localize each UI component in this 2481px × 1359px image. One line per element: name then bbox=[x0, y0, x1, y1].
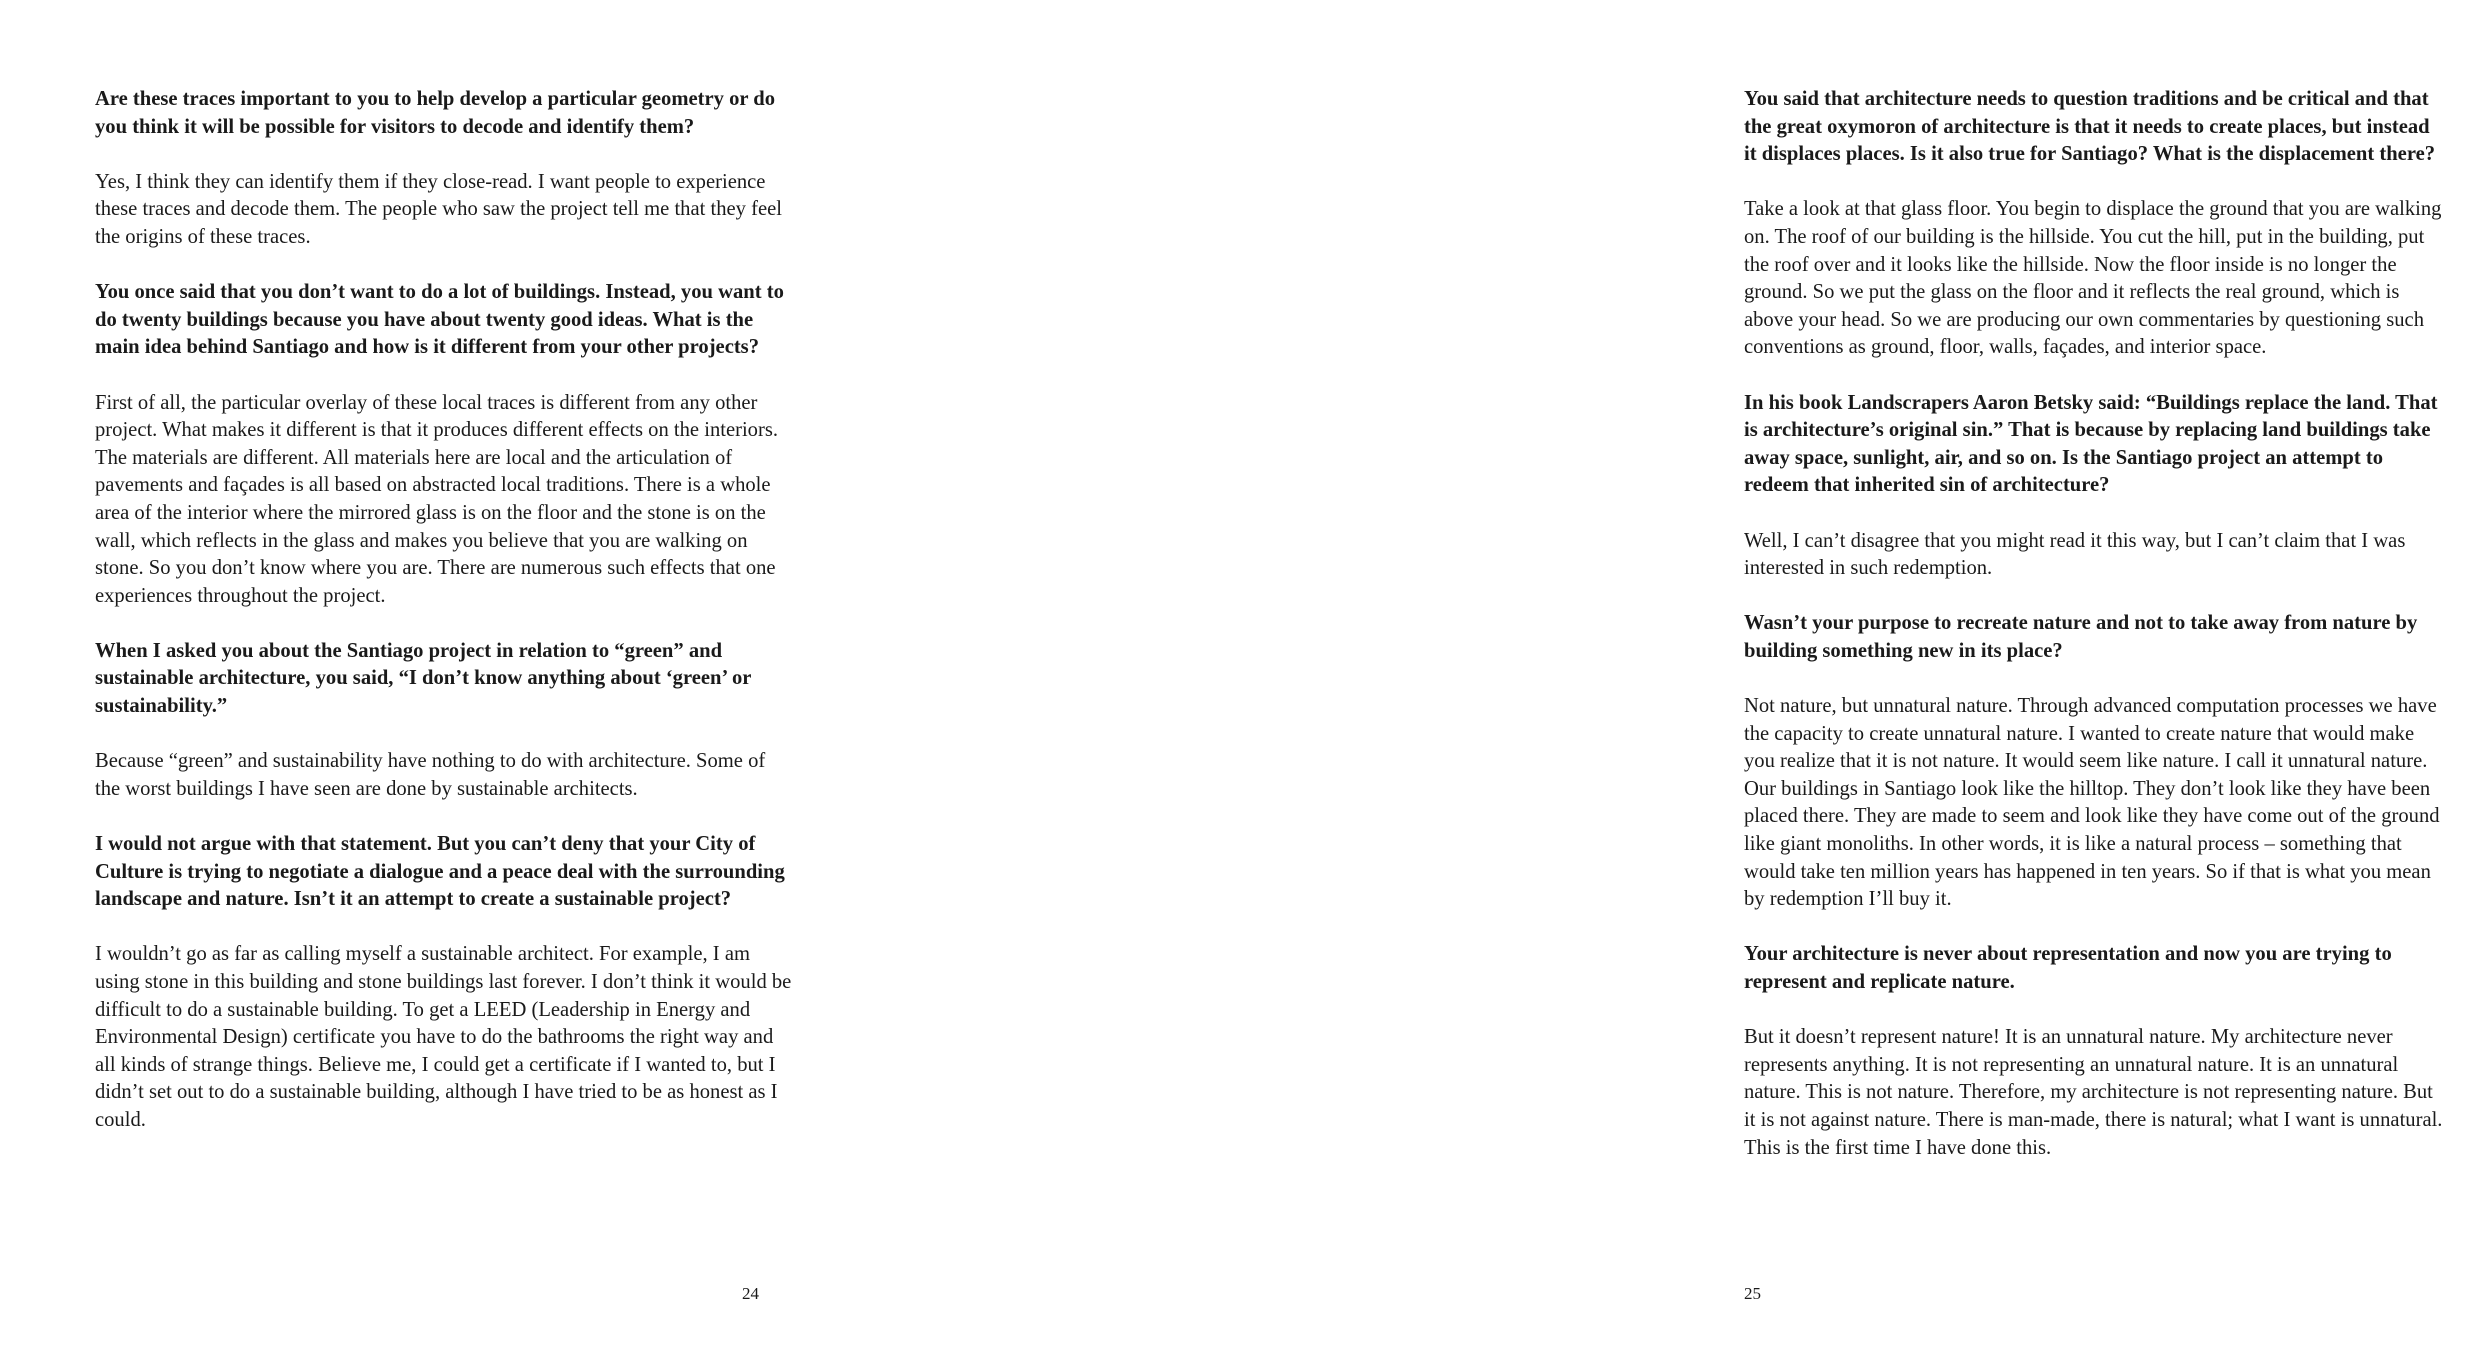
right-page bbox=[1241, 0, 2481, 1359]
page-number: 25 bbox=[1744, 1284, 1761, 1303]
interview-answer: First of all, the particular overlay of these local traces is different from any other project. What makes it different is that it produces different effects on the interiors. The materials are different. All materials here are local and the articulation of pavements and façades is all based on abstracted local traditions. There is a whole area of the interior where the mirrored glass is on the floor and the stone is on the wall, which reflects in the glass and makes you believe that you are walking on stone. So you don’t know where you are. There are numerous such effects that one experiences throughout the project. bbox=[95, 391, 779, 607]
interview-answer: Well, I can’t disagree that you might read it this way, but I can’t claim that I was interested in such redemption. bbox=[1744, 529, 2406, 580]
interview-question: When I asked you about the Santiago project in relation to “green” and sustainable architecture, you said, “I don’t know anything about ‘green’ or sustainability.” bbox=[95, 639, 752, 718]
interview-answer: But it doesn’t represent nature! It is an unnatural nature. My architecture never represents anything. It is not representing an unnatural nature. It is an unnatural nature. This is not nature. Therefore, my architecture is not representing nature. But it is not against nature. There is man-made, there is natural; what I want is unnatural. This is the first time I have done this. bbox=[1744, 1026, 2443, 1159]
left-text-column bbox=[95, 86, 795, 1162]
page-number: 24 bbox=[742, 1284, 759, 1303]
interview-question: Wasn’t your purpose to recreate nature and not to take away from nature by building something new in its place? bbox=[1744, 612, 2418, 662]
interview-question: You said that architecture needs to question traditions and be critical and that the great oxymoron of architecture is that it needs to create places, but instead it displaces places. Is it also true for Santiago? What is the displacement there? bbox=[1744, 88, 2436, 166]
interview-question: You once said that you don’t want to do a lot of buildings. Instead, you want to do twenty buildings because you have about twenty good ideas. What is the main idea behind Santiago and how is it different from your other projects? bbox=[95, 281, 784, 359]
interview-question: I would not argue with that statement. But you can’t deny that your City of Culture is trying to negotiate a dialogue and a peace deal with the surrounding landscape and nature. Isn’t it an attempt to create a sustainable project? bbox=[95, 833, 785, 911]
right-text-column bbox=[1744, 86, 2444, 1190]
interview-answer: Take a look at that glass floor. You begin to displace the ground that you are walking on. The roof of our building is the hillside. You cut the hill, put in the building, put the roof over and it looks like the hillside. Now the floor inside is no longer the ground. So we put the glass on the floor and it reflects the real ground, which is above your head. So we are producing our own commentaries by questioning such conventions as ground, floor, walls, façades, and interior space. bbox=[1744, 198, 2442, 359]
interview-question: Are these traces important to you to help develop a particular geometry or do you think it will be possible for visitors to decode and identify them? bbox=[95, 88, 776, 138]
left-page bbox=[0, 0, 1240, 1359]
interview-answer: Not nature, but unnatural nature. Through advanced computation processes we have the capacity to create unnatural nature. I wanted to create nature that would make you realize that it is not nature. It would seem like nature. I call it unnatural nature. Our buildings in Santiago look like the hilltop. They don’t look like they have been placed there. They are made to seem and look like they have come out of the ground like giant monoliths. In other words, it is like a natural process – something that would take ten million years has happened in ten years. So if that is what you mean by redemption I’ll buy it. bbox=[1744, 695, 2440, 911]
interview-answer: I wouldn’t go as far as calling myself a sustainable architect. For example, I am using stone in this building and stone buildings last forever. I don’t think it would be difficult to do a sustainable building. To get a LEED (Leadership in Energy and Environmental Design) certificate you have to do the bathrooms the right way and all kinds of strange things. Believe me, I could get a certificate if I wanted to, but I didn’t set out to do a sustainable building, although I have tried to be as honest as I could. bbox=[95, 943, 792, 1131]
interview-answer: Because “green” and sustainability have nothing to do with architecture. Some of the worst buildings I have seen are done by sustainable architects. bbox=[95, 750, 766, 800]
interview-question: Your architecture is never about representation and now you are trying to represent and replicate nature. bbox=[1744, 943, 2392, 993]
interview-answer: Yes, I think they can identify them if they close-read. I want people to experience these traces and decode them. The people who saw the project tell me that they feel the origins of these traces. bbox=[95, 170, 782, 248]
interview-question: In his book Landscrapers Aaron Betsky said: “Buildings replace the land. That is architecture’s original sin.” That is because by replacing land buildings take away space, sunlight, air, and so on. Is the Santiago project an attempt to redeem that inherited sin of architecture? bbox=[1744, 391, 2438, 497]
